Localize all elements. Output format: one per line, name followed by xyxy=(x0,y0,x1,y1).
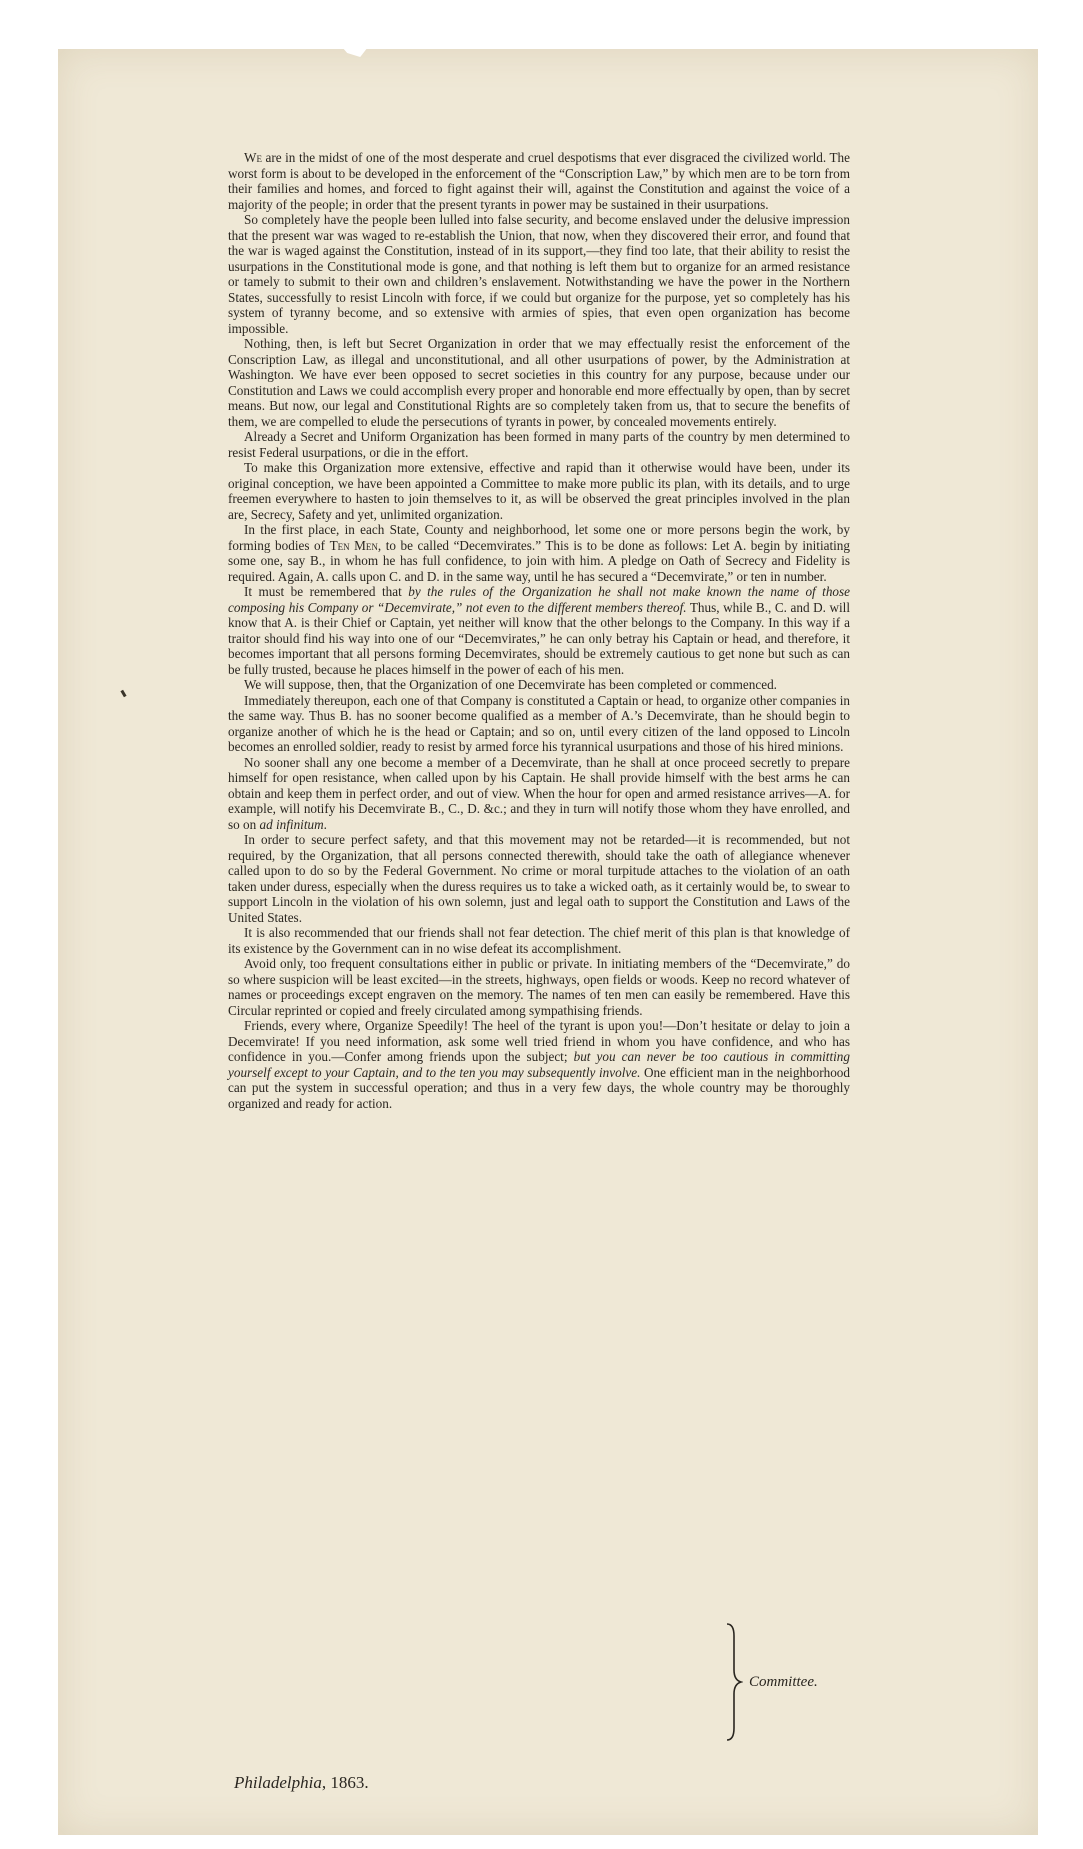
imprint-place: Philadelphia xyxy=(234,1773,322,1792)
imprint-line xyxy=(234,1773,369,1793)
paragraph-2: So completely have the people been lulled into false security, and become enslaved under the delusive impression that the present war was waged to re-establish the Union, that now, when they discovered their error, and found that the war is waged against the Constitution, instead of in its support,—they find too late, that their ability to resist the usurpations in the Constitutional mode is gone, and that nothing is left them but to organize for an armed resistance or tamely to submit to their own and children’s enslavement. Notwithstanding we have the power in the Northern States, successfully to resist Lincoln with force, if we could but organize for the purpose, yet so completely has his system of tyranny become, and so extensive with armies of spies, that even open organization has become impossible. xyxy=(228,212,850,336)
paragraph-3: Nothing, then, is left but Secret Organization in order that we may effectually resist the enforcement of the Conscription Law, as illegal and unconstitutional, and all other usurpations of power, by the Administration at Washington. We have ever been opposed to secret societies in this country for any purpose, because under our Constitution and Laws we could accomplish every proper and honorable end more effectually by open, than by secret means. But now, our legal and Constitutional Rights are so completely taken from us, that to secure the benefits of them, we are compelled to elude the persecutions of tyrants in power, by concealed movements entirely. xyxy=(228,336,850,429)
circular-text xyxy=(228,150,850,1111)
opening-word: We xyxy=(244,150,262,165)
paragraph-8: We will suppose, then, that the Organization of one Decemvirate has been completed or commenced. xyxy=(244,677,777,692)
paragraph-1: We are in the midst of one of the most desperate and cruel despotisms that ever disgraced the civilized world. The worst form is about to be developed in the enforcement of the “Conscription Law,” by which men are to be torn from their families and homes, and forced to fight against their will, against the Constitution and against the voice of a majority of the people; in order that the present tyrants in power may be sustained in their usurpations. xyxy=(228,150,850,212)
committee-signature xyxy=(725,1622,885,1742)
paragraph-14: Friends, every where, Organize Speedily! The heel of the tyrant is upon you!—Don’t hesitate or delay to join a Decemvirate! If you need information, ask some well tried friend in whom you have confidence, and who has confidence in you.—Confer among friends upon the subject; but you can never be too cautious in committing yourself except to your Captain, and to the ten you may subsequently involve. One efficient man in the neighborhood can put the system in successful operation; and thus in a very few days, the whole country may be thoroughly organized and ready for action. xyxy=(228,1018,850,1111)
paragraph-6: In the first place, in each State, County and neighborhood, let some one or more persons begin the work, by forming bodies of Ten Men, to be called “Decemvirates.” This is to be done as follows: Let A. begin by initiating some one, say B., in whom he has full confidence, to join with him. A pledge on Oath of Secrecy and Fidelity is required. Again, A. calls upon C. and D. in the same way, until he has secured a “Decemvirate,” or ten in number. xyxy=(228,522,850,584)
committee-label: Committee. xyxy=(749,1674,818,1690)
paragraph-7: It must be remembered that by the rules of the Organization he shall not make known the name of those composing his Company or “Decemvirate,” not even to the different members thereof. Thus, while B., C. and D. will know that A. is their Chief or Captain, yet neither will know that the other belongs to the Company. In this way if a traitor should find his way into one of our “Decemvirates,” he can only betray his Captain or head, and therefore, it becomes important that all persons forming Decemvirates, should be extremely cautious to get none but such as can be fully trusted, because he places himself in the power of each of his men. xyxy=(228,584,851,677)
paragraph-11: In order to secure perfect safety, and that this movement may not be retarded—it is recommended, but not required, by the Organization, that all persons connected therewith, should take the oath of allegiance whenever called upon to do so by the Federal Government. No crime or moral turpitude attaches to the violation of an oath taken under duress, especially when the duress requires us to take a wicked oath, as it certainly would be, to swear to support Lincoln in the violation of his own solemn, just and legal oath to support the Constitution and Laws of the United States. xyxy=(228,832,850,925)
paragraph-13: Avoid only, too frequent consultations either in public or private. In initiating members of the “Decemvirate,” do so where suspicion will be least excited—in the streets, highways, open fields or woods. Keep no record whatever of names or proceedings except engraven on the memory. The names of ten men can easily be remembered. Have this Circular reprinted or copied and freely circulated among sympathising friends. xyxy=(228,956,850,1018)
paragraph-4: Already a Secret and Uniform Organization has been formed in many parts of the country by men determined to resist Federal usurpations, or die in the effort. xyxy=(228,429,850,460)
brace-mark xyxy=(725,1622,743,1742)
paragraph-5: To make this Organization more extensive, effective and rapid than it otherwise would have been, under its original conception, we have been appointed a Committee to make more public its plan, with its details, and to urge freemen everywhere to hasten to join themselves to it, as will be observed the great principles involved in the plan are, Secrecy, Safety and yet, unlimited organization. xyxy=(228,460,850,522)
imprint-year: , 1863. xyxy=(321,1773,369,1792)
paragraph-12: It is also recommended that our friends shall not fear detection. The chief merit of this plan is that knowledge of its existence by the Government can in no wise defeat its accomplishment. xyxy=(228,925,850,956)
paragraph-10: No sooner shall any one become a member of a Decemvirate, than he shall at once proceed secretly to prepare himself for open resistance, when called upon by his Captain. He shall provide himself with the best arms he can obtain and keep them in perfect order, and out of view. When the hour for open and armed resistance arrives—A. for example, will notify his Decemvirate B., C., D. &c.; and they in turn will notify those whom they have enrolled, and so on ad infinitum. xyxy=(228,754,850,832)
paragraph-9: Immediately thereupon, each one of that Company is constituted a Captain or head, to organize other companies in the same way. Thus B. has no sooner become qualified as a member of A.’s Decemvirate, than he should begin to organize another of which he is the head or Captain; and so on, until every citizen of the land opposed to Lincoln becomes an enrolled soldier, ready to resist by armed force his tyrannical usurpations and those of his hired minions. xyxy=(228,692,850,754)
